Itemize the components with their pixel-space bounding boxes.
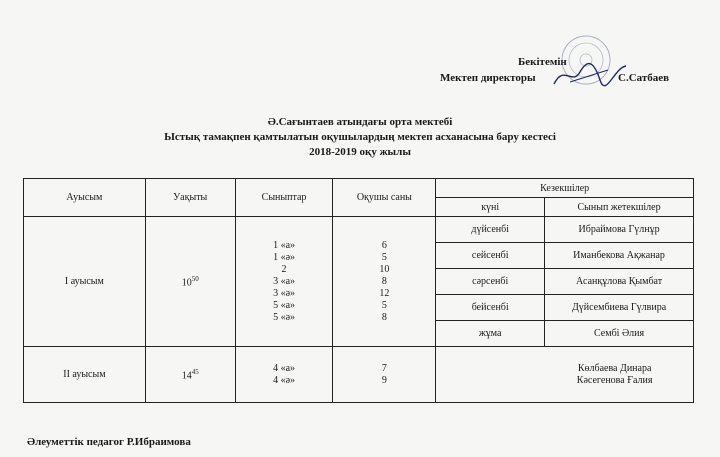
dining-schedule-table — [23, 178, 694, 403]
duty-day: жұма — [436, 321, 545, 347]
header-duty: Кезекшілер — [436, 179, 694, 198]
shift2-name: ІІ ауысым — [24, 347, 146, 403]
document-title — [0, 115, 720, 160]
header-shift: Ауысым — [24, 179, 146, 217]
shift1-classes: 1 «а» 1 «ә» 2 3 «а» 3 «ә» 5 «а» 5 «ә» — [235, 217, 333, 347]
director-label: Мектеп директоры — [440, 72, 536, 84]
duty-day: сейсенбі — [436, 243, 545, 269]
pedagogue-role: Әлеуметтік педагог — [27, 436, 124, 448]
header-supervisors: Сынып жетекшілер — [545, 198, 694, 217]
school-year: 2018-2019 оқу жылы — [309, 146, 411, 158]
pedagogue-name: Р.Ибраимова — [126, 436, 191, 448]
table-row — [24, 217, 694, 243]
signature-icon — [550, 60, 630, 90]
duty-teacher: Сембі Әлия — [545, 321, 694, 347]
shift2-counts: 7 9 — [333, 347, 436, 403]
school-name: Ә.Сағынтаев атындағы орта мектебі — [267, 116, 453, 128]
duty-day: бейсенбі — [436, 295, 545, 321]
schedule-title: Ыстық тамақпен қамтылатын оқушылардың мектеп асханасына бару кестесі — [164, 131, 556, 143]
duty-teacher: Иманбекова Ақжанар — [545, 243, 694, 269]
social-pedagogue-signature — [27, 436, 191, 448]
approval-title: Бекітемін — [518, 56, 567, 68]
header-students: Оқушы саны — [333, 179, 436, 217]
director-name: С.Сатбаев — [618, 72, 670, 84]
header-classes: Сыныптар — [235, 179, 333, 217]
duty-teacher: Асанқұлова Қымбат — [545, 269, 694, 295]
shift1-time: $10^{50}$ — [145, 217, 235, 347]
shift2-classes: 4 «а» 4 «ә» — [235, 347, 333, 403]
header-row — [24, 179, 694, 198]
header-day: күні — [436, 198, 545, 217]
duty-day: сәрсенбі — [436, 269, 545, 295]
duty-day: дүйсенбі — [436, 217, 545, 243]
shift2-time: $14^{45}$ — [145, 347, 235, 403]
shift2-teachers: Көлбаева Динара Кәсегенова Ғалия — [436, 347, 694, 403]
table-row — [24, 347, 694, 403]
shift1-counts: 6 5 10 8 12 5 8 — [333, 217, 436, 347]
shift1-name: І ауысым — [24, 217, 146, 347]
duty-teacher: Дүйсембиева Гүлвира — [545, 295, 694, 321]
duty-teacher: Ибраймова Гүлнұр — [545, 217, 694, 243]
header-time: Уақыты — [145, 179, 235, 217]
